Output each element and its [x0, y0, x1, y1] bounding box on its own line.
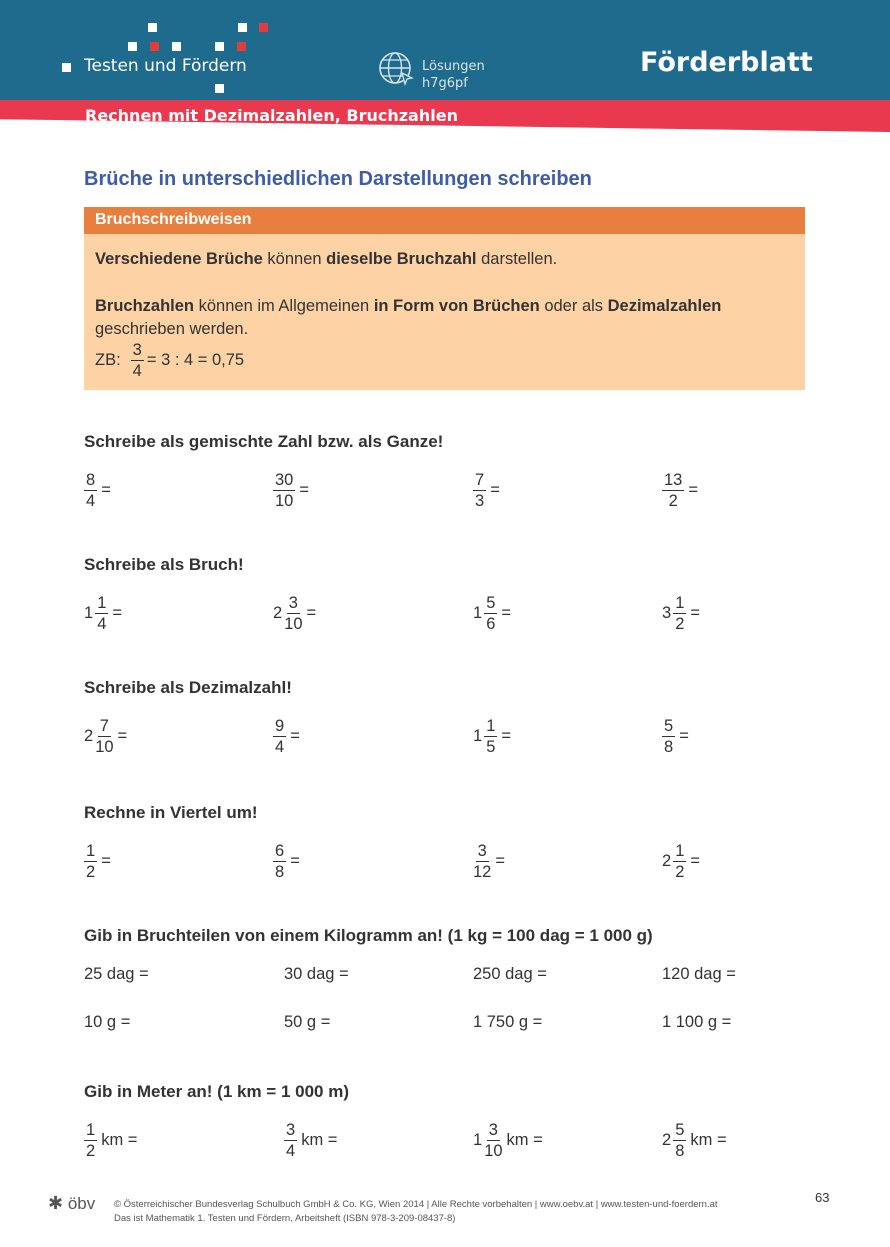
info-line-3: geschrieben werden. [95, 320, 249, 338]
denominator: 2 [675, 862, 685, 881]
denominator: 8 [275, 862, 285, 881]
numerator: 1 [86, 1121, 96, 1139]
example-result: = 3 : 4 = 0,75 [146, 351, 245, 369]
fraction [95, 595, 108, 632]
globe-link-icon[interactable] [378, 51, 414, 87]
page-number: 63 [815, 1190, 830, 1205]
fraction [284, 1122, 297, 1159]
fraction-task [273, 843, 300, 880]
copyright-line: © Österreichischer Bundesverlag Schulbuch GmbH & Co. KG, Wien 2014 | Alle Rechte vorbehalten | www.oebv.at | www.testen-und-foerdern.at [114, 1199, 718, 1210]
info-bold-text: Bruchzahlen [95, 297, 195, 315]
equals-prompt: = [690, 852, 701, 870]
task-text: 25 dag = [84, 965, 149, 983]
denominator: 10 [275, 491, 294, 510]
info-text: oder als [539, 297, 608, 315]
info-text: können [262, 250, 327, 268]
fraction [662, 472, 684, 509]
numerator: 1 [675, 594, 685, 612]
numerator: 5 [664, 717, 674, 735]
asterisk-icon: ✱ [48, 1193, 64, 1213]
task-text: 250 dag = [473, 965, 547, 983]
whole-number: 2 [662, 1131, 672, 1149]
numerator: 5 [486, 594, 496, 612]
fraction-task [84, 1122, 137, 1159]
whole-number: 2 [84, 727, 94, 745]
equals-prompt: = [290, 852, 300, 870]
equals-prompt: = [101, 852, 111, 870]
section-title: Gib in Bruchteilen von einem Kilogramm an! (1 kg = 100 dag = 1 000 g) [84, 926, 653, 945]
fraction-task [84, 843, 111, 880]
whole-number: 3 [662, 604, 672, 622]
fraction-task [473, 595, 511, 632]
publisher-logo-text: öbv [67, 1194, 96, 1213]
fraction [484, 595, 497, 632]
fraction-task [662, 843, 700, 880]
equals-prompt: km = [506, 1131, 543, 1149]
denominator: 8 [675, 1141, 685, 1160]
publisher-logo [48, 1193, 95, 1214]
task-text: 120 dag = [662, 965, 736, 983]
equals-prompt: km = [301, 1131, 338, 1149]
numerator: 6 [275, 842, 285, 860]
denominator: 4 [86, 491, 96, 510]
denominator: 2 [86, 862, 96, 881]
sheet-title: Förderblatt [640, 47, 813, 78]
fraction-task [662, 718, 689, 755]
fraction [84, 1122, 97, 1159]
section-title: Schreibe als Bruch! [84, 555, 244, 574]
numerator: 7 [475, 471, 485, 489]
fraction-task [473, 718, 511, 755]
info-line-1 [95, 250, 557, 269]
section-title: Gib in Meter an! (1 km = 1 000 m) [84, 1082, 350, 1101]
info-bold-text: Dezimalzahlen [607, 297, 722, 315]
numerator: 1 [86, 842, 96, 860]
brand-bullet [62, 63, 71, 72]
info-example [95, 342, 244, 379]
section-title: Rechne in Viertel um! [84, 803, 258, 822]
info-box [84, 234, 805, 390]
info-bold-text: in Form von Brüchen [373, 297, 540, 315]
denominator: 12 [473, 862, 492, 881]
numerator: 1 [486, 717, 496, 735]
numerator: 13 [664, 471, 683, 489]
equals-prompt: = [501, 727, 512, 745]
equals-prompt: = [112, 604, 123, 622]
denominator: 4 [132, 361, 142, 380]
numerator: 1 [97, 594, 107, 612]
equals-prompt: km = [101, 1131, 138, 1149]
fraction [673, 1122, 686, 1159]
whole-number: 1 [473, 1131, 483, 1149]
fraction-task [284, 1122, 337, 1159]
fraction [284, 595, 302, 632]
equals-prompt: = [299, 481, 309, 499]
header-bar [0, 0, 890, 102]
denominator: 4 [97, 614, 107, 633]
fraction [84, 843, 97, 880]
fraction-task [84, 718, 127, 755]
numerator: 30 [275, 471, 294, 489]
fraction [484, 718, 497, 755]
numerator: 1 [675, 842, 685, 860]
fraction [484, 1122, 502, 1159]
denominator: 10 [284, 614, 303, 633]
equals-prompt: = [495, 852, 505, 870]
fraction-task [662, 472, 698, 509]
fraction-task [84, 595, 122, 632]
book-reference-line: Das ist Mathematik 1. Testen und Fördern, Arbeitsheft (ISBN 978-3-209-08437-8) [114, 1213, 456, 1224]
equals-prompt: = [306, 604, 317, 622]
numerator: 7 [99, 717, 109, 735]
fraction [473, 843, 491, 880]
task-text: 1 750 g = [473, 1013, 543, 1031]
numerator: 3 [132, 341, 142, 359]
fraction [273, 718, 286, 755]
info-line-2 [95, 297, 721, 316]
numerator: 3 [286, 1121, 296, 1139]
whole-number: 1 [473, 604, 483, 622]
solutions-label[interactable]: Lösungen [422, 59, 485, 74]
denominator: 10 [95, 737, 114, 756]
fraction-task [473, 843, 505, 880]
equals-prompt: km = [690, 1131, 727, 1149]
equals-prompt: = [101, 481, 111, 499]
denominator: 2 [668, 491, 678, 510]
fraction [273, 843, 286, 880]
whole-number: 1 [84, 604, 94, 622]
task-text: 10 g = [84, 1013, 131, 1031]
denominator: 10 [484, 1141, 503, 1160]
fraction-task [473, 472, 500, 509]
solutions-code[interactable]: h7g6pf [422, 76, 468, 91]
info-box-heading: Bruchschreibweisen [84, 207, 805, 234]
info-text: darstellen. [476, 250, 558, 268]
equals-prompt: = [679, 727, 689, 745]
fraction-task [273, 595, 316, 632]
fraction [473, 472, 486, 509]
numerator: 3 [477, 842, 487, 860]
fraction-task [662, 1122, 727, 1159]
numerator: 9 [275, 717, 285, 735]
fraction [673, 843, 686, 880]
denominator: 4 [286, 1141, 296, 1160]
task-text: 30 dag = [284, 965, 349, 983]
footer-text [114, 1198, 718, 1226]
task-text: 1 100 g = [662, 1013, 732, 1031]
brand-bullet-lower [215, 84, 224, 93]
topic-title: Rechnen mit Dezimalzahlen, Bruchzahlen [85, 106, 458, 125]
info-text: können im Allgemeinen [194, 297, 374, 315]
info-bold-text: dieselbe Bruchzahl [326, 250, 477, 268]
fraction [662, 718, 675, 755]
section-title: Schreibe als gemischte Zahl bzw. als Ganze! [84, 432, 444, 451]
numerator: 5 [675, 1121, 685, 1139]
section-title: Schreibe als Dezimalzahl! [84, 678, 292, 697]
fraction [273, 472, 295, 509]
denominator: 3 [475, 491, 485, 510]
denominator: 6 [486, 614, 496, 633]
equals-prompt: = [688, 481, 698, 499]
equals-prompt: = [501, 604, 512, 622]
brand-name: Testen und Fördern [84, 56, 247, 76]
example-fraction [131, 342, 144, 379]
fraction-task [273, 472, 309, 509]
denominator: 5 [486, 737, 496, 756]
denominator: 8 [664, 737, 674, 756]
denominator: 4 [275, 737, 285, 756]
fraction-task [273, 718, 300, 755]
fraction [84, 472, 97, 509]
example-prefix: ZB: [95, 351, 121, 369]
fraction-task [662, 595, 700, 632]
numerator: 8 [86, 471, 96, 489]
page-title: Brüche in unterschiedlichen Darstellungen schreiben [84, 168, 592, 190]
numerator: 3 [288, 594, 298, 612]
fraction [673, 595, 686, 632]
fraction-task [84, 472, 111, 509]
equals-prompt: = [490, 481, 500, 499]
task-text: 50 g = [284, 1013, 331, 1031]
denominator: 2 [675, 614, 685, 633]
equals-prompt: = [690, 604, 701, 622]
whole-number: 1 [473, 727, 483, 745]
numerator: 3 [488, 1121, 498, 1139]
whole-number: 2 [662, 852, 672, 870]
equals-prompt: = [117, 727, 128, 745]
fraction [95, 718, 113, 755]
equals-prompt: = [290, 727, 300, 745]
whole-number: 2 [273, 604, 283, 622]
fraction-task [473, 1122, 543, 1159]
denominator: 2 [86, 1141, 96, 1160]
info-bold-text: Verschiedene Brüche [95, 250, 263, 268]
